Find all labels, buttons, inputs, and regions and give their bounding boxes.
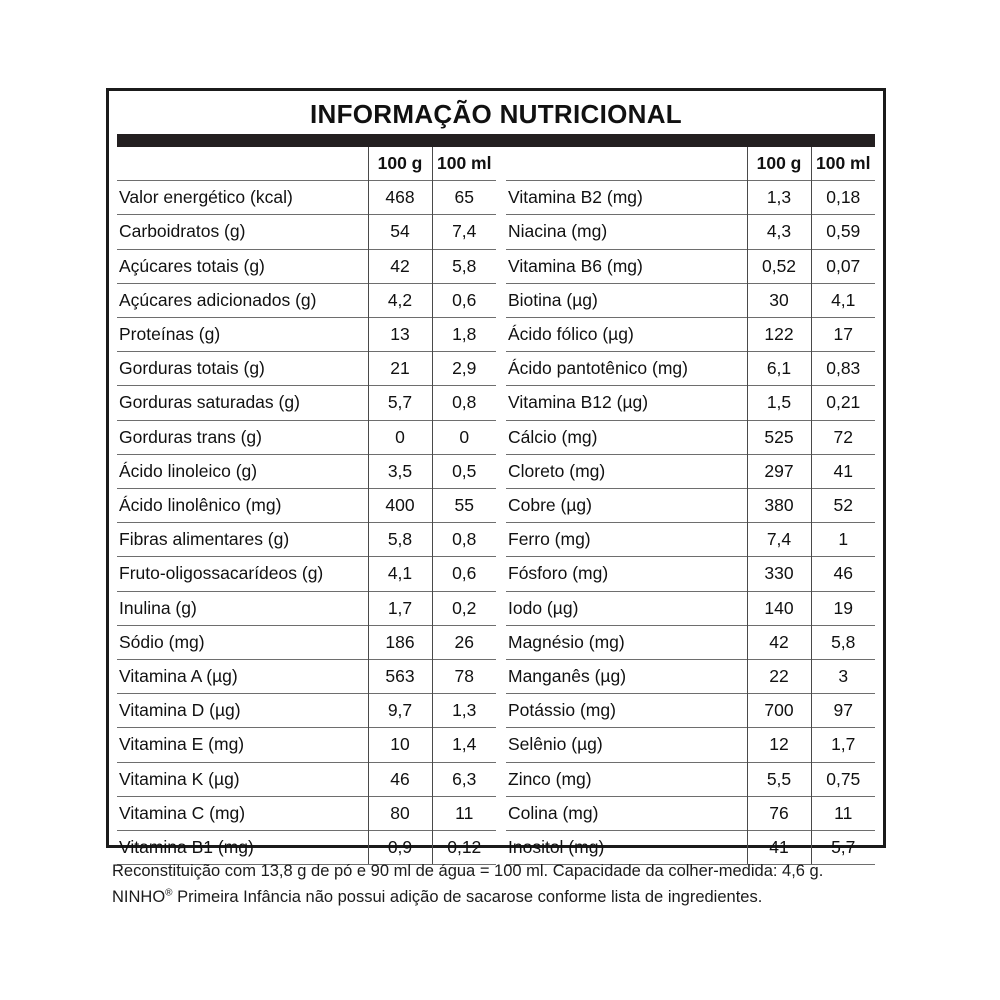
nutrient-name: Inositol (mg) [506,831,747,865]
value-per-100g: 1,5 [747,386,811,420]
value-per-100g: 380 [747,489,811,523]
value-per-100g: 4,3 [747,215,811,249]
nutrient-name: Potássio (mg) [506,694,747,728]
value-per-100g: 186 [368,625,432,659]
nutrient-name: Gorduras totais (g) [117,352,368,386]
nutrient-name: Cobre (µg) [506,489,747,523]
value-per-100g: 5,8 [368,523,432,557]
value-per-100ml: 2,9 [432,352,496,386]
value-per-100g: 41 [747,831,811,865]
value-per-100g: 42 [368,249,432,283]
value-per-100g: 1,3 [747,181,811,215]
header-100ml-left: 100 ml [432,147,496,181]
value-per-100g: 525 [747,420,811,454]
table-row [506,386,875,420]
nutrient-name: Açúcares adicionados (g) [117,283,368,317]
value-per-100ml: 4,1 [811,283,875,317]
nutrient-name: Valor energético (kcal) [117,181,368,215]
value-per-100ml: 41 [811,454,875,488]
table-row [117,249,496,283]
value-per-100ml: 1,8 [432,318,496,352]
nutrient-name: Zinco (mg) [506,762,747,796]
table-row [506,454,875,488]
table-row [117,523,496,557]
value-per-100g: 21 [368,352,432,386]
value-per-100ml: 0,8 [432,386,496,420]
nutrient-name: Ácido linoleico (g) [117,454,368,488]
value-per-100ml: 0,8 [432,523,496,557]
value-per-100g: 46 [368,762,432,796]
nutrition-columns [117,147,875,865]
value-per-100ml: 6,3 [432,762,496,796]
value-per-100g: 9,7 [368,694,432,728]
nutrient-name: Fruto-oligossacarídeos (g) [117,557,368,591]
nutrition-left-panel [117,147,496,865]
table-header-right [506,147,875,181]
table-row [117,796,496,830]
header-100g-left: 100 g [368,147,432,181]
footnote-line-2-text: Primeira Infância não possui adição de sacarose conforme lista de ingredientes. [172,888,763,906]
value-per-100ml: 5,7 [811,831,875,865]
table-row [117,386,496,420]
value-per-100ml: 11 [432,796,496,830]
table-row [117,318,496,352]
nutrient-name: Cloreto (mg) [506,454,747,488]
value-per-100ml: 0,6 [432,283,496,317]
nutrient-name: Cálcio (mg) [506,420,747,454]
brand-name: NINHO [112,888,166,906]
value-per-100ml: 3 [811,660,875,694]
header-100ml-right: 100 ml [811,147,875,181]
table-row [506,523,875,557]
table-row [117,591,496,625]
nutrient-name: Vitamina B1 (mg) [117,831,368,865]
value-per-100ml: 1,7 [811,728,875,762]
table-row [506,318,875,352]
header-row [506,147,875,181]
footnote-line-2 [112,884,902,910]
header-nutrient-right [506,147,747,181]
table-row [506,660,875,694]
nutrient-name: Proteínas (g) [117,318,368,352]
value-per-100ml: 0,75 [811,762,875,796]
table-row [117,420,496,454]
nutrition-facts-panel [106,88,886,858]
nutrient-name: Gorduras saturadas (g) [117,386,368,420]
nutrient-name: Carboidratos (g) [117,215,368,249]
nutrient-name: Manganês (µg) [506,660,747,694]
value-per-100ml: 11 [811,796,875,830]
table-row [117,728,496,762]
value-per-100g: 3,5 [368,454,432,488]
value-per-100g: 4,2 [368,283,432,317]
registered-trademark-icon: ® [165,887,173,899]
title-divider-bar [117,134,875,147]
nutrient-name: Vitamina B6 (mg) [506,249,747,283]
nutrient-name: Açúcares totais (g) [117,249,368,283]
nutrient-name: Vitamina E (mg) [117,728,368,762]
value-per-100g: 0 [368,420,432,454]
value-per-100ml: 78 [432,660,496,694]
value-per-100g: 6,1 [747,352,811,386]
value-per-100g: 4,1 [368,557,432,591]
table-row [117,557,496,591]
nutrient-name: Vitamina B12 (µg) [506,386,747,420]
nutrient-name: Vitamina A (µg) [117,660,368,694]
nutrient-name: Selênio (µg) [506,728,747,762]
nutrient-name: Vitamina C (mg) [117,796,368,830]
nutrient-name: Vitamina K (µg) [117,762,368,796]
table-header-left [117,147,496,181]
nutrient-name: Fósforo (mg) [506,557,747,591]
value-per-100g: 400 [368,489,432,523]
table-row [506,728,875,762]
value-per-100ml: 1,4 [432,728,496,762]
value-per-100g: 0,52 [747,249,811,283]
table-row [506,352,875,386]
table-row [506,694,875,728]
table-body-right [506,181,875,865]
value-per-100g: 330 [747,557,811,591]
table-row [506,796,875,830]
table-row [117,454,496,488]
table-row [506,625,875,659]
value-per-100ml: 0,59 [811,215,875,249]
value-per-100ml: 52 [811,489,875,523]
value-per-100g: 700 [747,694,811,728]
nutrient-name: Ácido pantotênico (mg) [506,352,747,386]
table-row [117,489,496,523]
table-row [506,489,875,523]
value-per-100ml: 0,12 [432,831,496,865]
value-per-100g: 80 [368,796,432,830]
table-row [117,215,496,249]
nutrient-name: Inulina (g) [117,591,368,625]
value-per-100g: 76 [747,796,811,830]
table-row [506,591,875,625]
value-per-100ml: 55 [432,489,496,523]
table-row [506,762,875,796]
value-per-100ml: 0 [432,420,496,454]
value-per-100g: 468 [368,181,432,215]
value-per-100g: 12 [747,728,811,762]
value-per-100ml: 1,3 [432,694,496,728]
value-per-100ml: 0,83 [811,352,875,386]
value-per-100g: 563 [368,660,432,694]
value-per-100g: 122 [747,318,811,352]
nutrient-name: Sódio (mg) [117,625,368,659]
table-row [506,181,875,215]
table-row [117,283,496,317]
nutrient-name: Vitamina B2 (mg) [506,181,747,215]
nutrient-name: Ferro (mg) [506,523,747,557]
table-row [117,694,496,728]
value-per-100ml: 97 [811,694,875,728]
value-per-100ml: 0,21 [811,386,875,420]
value-per-100ml: 5,8 [432,249,496,283]
table-body-left [117,181,496,865]
value-per-100g: 54 [368,215,432,249]
value-per-100g: 30 [747,283,811,317]
value-per-100ml: 0,2 [432,591,496,625]
table-row [117,352,496,386]
nutrient-name: Colina (mg) [506,796,747,830]
value-per-100g: 42 [747,625,811,659]
value-per-100g: 7,4 [747,523,811,557]
nutrient-name: Gorduras trans (g) [117,420,368,454]
value-per-100ml: 5,8 [811,625,875,659]
table-row [506,249,875,283]
value-per-100ml: 0,07 [811,249,875,283]
value-per-100ml: 26 [432,625,496,659]
nutrient-name: Ácido linolênico (mg) [117,489,368,523]
nutrition-table-right [506,147,875,865]
table-row [117,625,496,659]
value-per-100ml: 19 [811,591,875,625]
value-per-100ml: 65 [432,181,496,215]
value-per-100ml: 0,18 [811,181,875,215]
nutrition-table-left [117,147,496,865]
nutrition-right-panel [496,147,875,865]
header-100g-right: 100 g [747,147,811,181]
value-per-100g: 1,7 [368,591,432,625]
value-per-100ml: 1 [811,523,875,557]
value-per-100g: 5,7 [368,386,432,420]
value-per-100g: 13 [368,318,432,352]
table-row [117,762,496,796]
value-per-100ml: 0,5 [432,454,496,488]
nutrient-name: Niacina (mg) [506,215,747,249]
header-nutrient-left [117,147,368,181]
header-row [117,147,496,181]
nutrient-name: Magnésio (mg) [506,625,747,659]
table-row [117,181,496,215]
nutrient-name: Iodo (µg) [506,591,747,625]
nutrient-name: Biotina (µg) [506,283,747,317]
nutrient-name: Vitamina D (µg) [117,694,368,728]
value-per-100g: 140 [747,591,811,625]
table-row [506,420,875,454]
table-row [506,557,875,591]
value-per-100g: 0,9 [368,831,432,865]
table-row [506,283,875,317]
value-per-100g: 297 [747,454,811,488]
footnote-line-1: Reconstituição com 13,8 g de pó e 90 ml de água = 100 ml. Capacidade da colher-medida: 4,6 g. [112,862,824,880]
value-per-100ml: 46 [811,557,875,591]
table-row [117,660,496,694]
footnote [112,858,902,910]
table-row [506,215,875,249]
nutrient-name: Ácido fólico (µg) [506,318,747,352]
value-per-100ml: 72 [811,420,875,454]
value-per-100ml: 7,4 [432,215,496,249]
nutrient-name: Fibras alimentares (g) [117,523,368,557]
value-per-100ml: 0,6 [432,557,496,591]
value-per-100ml: 17 [811,318,875,352]
page-title: INFORMAÇÃO NUTRICIONAL [309,99,682,129]
value-per-100g: 5,5 [747,762,811,796]
value-per-100g: 10 [368,728,432,762]
value-per-100g: 22 [747,660,811,694]
